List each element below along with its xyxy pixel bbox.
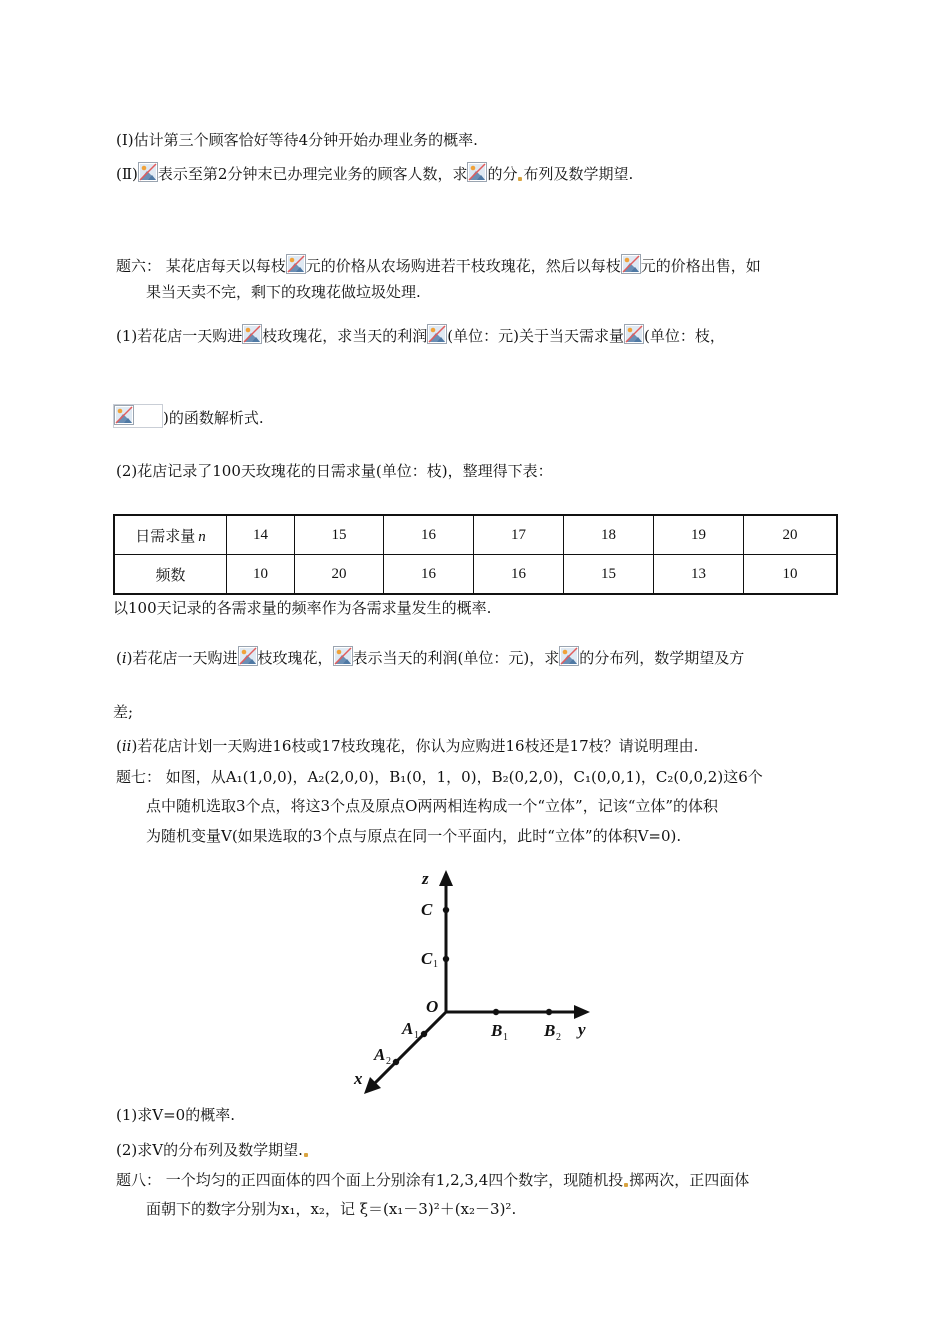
sub-a2: 2 (386, 1056, 391, 1067)
q7-p1: (1)求V=0的概率. (116, 1106, 235, 1124)
broken-image-icon (242, 324, 262, 344)
row-var: n (198, 528, 206, 545)
q6-pii-line (116, 736, 698, 756)
q6-pi-line (116, 646, 744, 668)
label-b2: B (544, 1021, 556, 1040)
sub-c1: 1 (433, 959, 438, 970)
q6-p1-end: )的函数解析式. (163, 409, 264, 427)
part1-text: (Ⅰ)估计第三个顾客恰好等待4分钟开始办理业务的概率. (116, 131, 478, 149)
part2-d: 布列及数学期望. (523, 165, 634, 183)
q7-line3: 为随机变量V(如果选取的3个点与原点在同一个平面内，此时“立体”的体积V=0). (146, 827, 682, 845)
table-cell: 16 (384, 515, 474, 555)
z-arrow-icon (439, 870, 453, 886)
part2-line (116, 162, 633, 184)
broken-image-icon (624, 324, 644, 344)
broken-image-icon (286, 254, 306, 274)
table-cell: 10 (227, 555, 295, 595)
q6-p1-c: (单位：元)关于当天需求量 (447, 327, 624, 345)
label-b1: B (491, 1021, 503, 1040)
q6-pi-f: 的分布列，数学期望及方 (579, 649, 745, 667)
q6-pi-b: i (121, 649, 127, 667)
marker-dot-icon (518, 177, 522, 181)
table-cell: 17 (474, 515, 564, 555)
q6-pi-e: 表示当天的利润(单位：元)，求 (352, 649, 560, 667)
point-c1 (443, 956, 449, 962)
point-b1 (493, 1009, 499, 1015)
q6-intro-a: 题六： 某花店每天以每枝 (116, 257, 286, 275)
q8-line1-a: 题八： 一个均匀的正四面体的四个面上分别涂有1,2,3,4四个数字，现随机投 (116, 1171, 624, 1189)
table-cell: 14 (227, 515, 295, 555)
broken-image-icon (333, 646, 353, 666)
q7-line2: 点中随机选取3个点，将这3个点及原点O两两相连构成一个“立体”，记该“立体”的体积 (146, 797, 719, 815)
broken-image-icon (238, 646, 258, 666)
q7-p2: (2)求V的分布列及数学期望. (116, 1141, 303, 1159)
marker-dot-icon (624, 1183, 628, 1187)
q6-p1-line (116, 324, 725, 346)
label-x: x (354, 1069, 363, 1088)
label-a1: A (402, 1019, 414, 1038)
q6-note: 以100天记录的各需求量的频率作为各需求量发生的概率. (113, 599, 492, 617)
table-cell: 13 (654, 555, 744, 595)
q7-line1: 题七： 如图，从A₁(1,0,0)，A₂(2,0,0)，B₁(0，1，0)，B₂(0,2,0)，C₁(0,0,1)，C₂(0,0,2)这6个 (116, 768, 763, 786)
part2-a: (Ⅱ) (116, 165, 138, 183)
table-cell: 16 (474, 555, 564, 595)
q6-p1-d: (单位：枝， (643, 327, 725, 345)
label-z: z (422, 869, 429, 888)
q8-line1-b: 掷两次，正四面体 (629, 1171, 750, 1189)
broken-image-icon (427, 324, 447, 344)
sub-b1: 1 (503, 1032, 508, 1043)
table-row (114, 555, 837, 595)
label-a2: A (374, 1045, 386, 1064)
q8-line2: 面朝下的数字分别为x₁，x₂，记 ξ＝(x₁－3)²＋(x₂－3)². (146, 1200, 517, 1218)
part2-c: 的分 (487, 165, 518, 183)
point-b2 (546, 1009, 552, 1015)
label-y: y (578, 1020, 586, 1039)
q6-pi-d: 枝玫瑰花， (257, 649, 333, 667)
q6-p1-end-line (113, 404, 264, 428)
q7-p2-line (116, 1140, 309, 1160)
point-a2 (393, 1059, 399, 1065)
q6-p1-b: 枝玫瑰花，求当天的利润 (262, 327, 428, 345)
q6-pi-a: ( (116, 649, 122, 667)
q6-pii-c: )若花店计划一天购进16枝或17枝玫瑰花，你认为应购进16枝还是17枝？请说明理由. (131, 737, 699, 755)
table-cell: 16 (384, 555, 474, 595)
broken-image-frame (113, 404, 163, 428)
table-header-cell: 频数 (114, 555, 227, 595)
table-header-cell (114, 515, 227, 555)
sub-b2: 2 (556, 1032, 561, 1043)
table-cell: 15 (564, 555, 654, 595)
label-o: O (426, 997, 439, 1016)
table-cell: 10 (744, 555, 838, 595)
table-row (114, 515, 837, 555)
label-c1: C (421, 949, 433, 968)
q6-pii-a: ( (116, 737, 122, 755)
q6-pii-b: ii (121, 737, 132, 755)
broken-image-icon (621, 254, 641, 274)
q6-intro-line1 (116, 254, 761, 276)
broken-image-icon (138, 162, 158, 182)
marker-dot-icon (304, 1153, 308, 1157)
q6-intro-b: 元的价格从农场购进若干枝玫瑰花，然后以每枝 (305, 257, 621, 275)
sub-a1: 1 (414, 1030, 419, 1041)
label-c2: C (421, 900, 433, 919)
point-c2 (443, 907, 449, 913)
q6-pi-end: 差; (113, 703, 134, 721)
q6-intro-c: 元的价格出售，如 (640, 257, 761, 275)
q6-intro-line2: 果当天卖不完，剩下的玫瑰花做垃圾处理. (146, 283, 421, 301)
q8-line1 (116, 1170, 749, 1190)
coordinate-axes-figure (340, 862, 610, 1102)
q6-p1-a: (1)若花店一天购进 (116, 327, 243, 345)
table-cell: 20 (744, 515, 838, 555)
q6-p2-text: (2)花店记录了100天玫瑰花的日需求量(单位：枝)，整理得下表： (116, 462, 553, 480)
part2-b: 表示至第2分钟末已办理完业务的顾客人数，求 (157, 165, 468, 183)
demand-frequency-table (113, 514, 838, 595)
table-cell: 15 (295, 515, 384, 555)
point-a1 (421, 1031, 427, 1037)
table-cell: 20 (295, 555, 384, 595)
table-cell: 19 (654, 515, 744, 555)
q6-pi-c: )若花店一天购进 (126, 649, 238, 667)
broken-image-icon (467, 162, 487, 182)
broken-image-icon (559, 646, 579, 666)
table-cell: 18 (564, 515, 654, 555)
y-arrow-icon (574, 1005, 590, 1019)
row-label: 日需求量 (135, 528, 196, 545)
